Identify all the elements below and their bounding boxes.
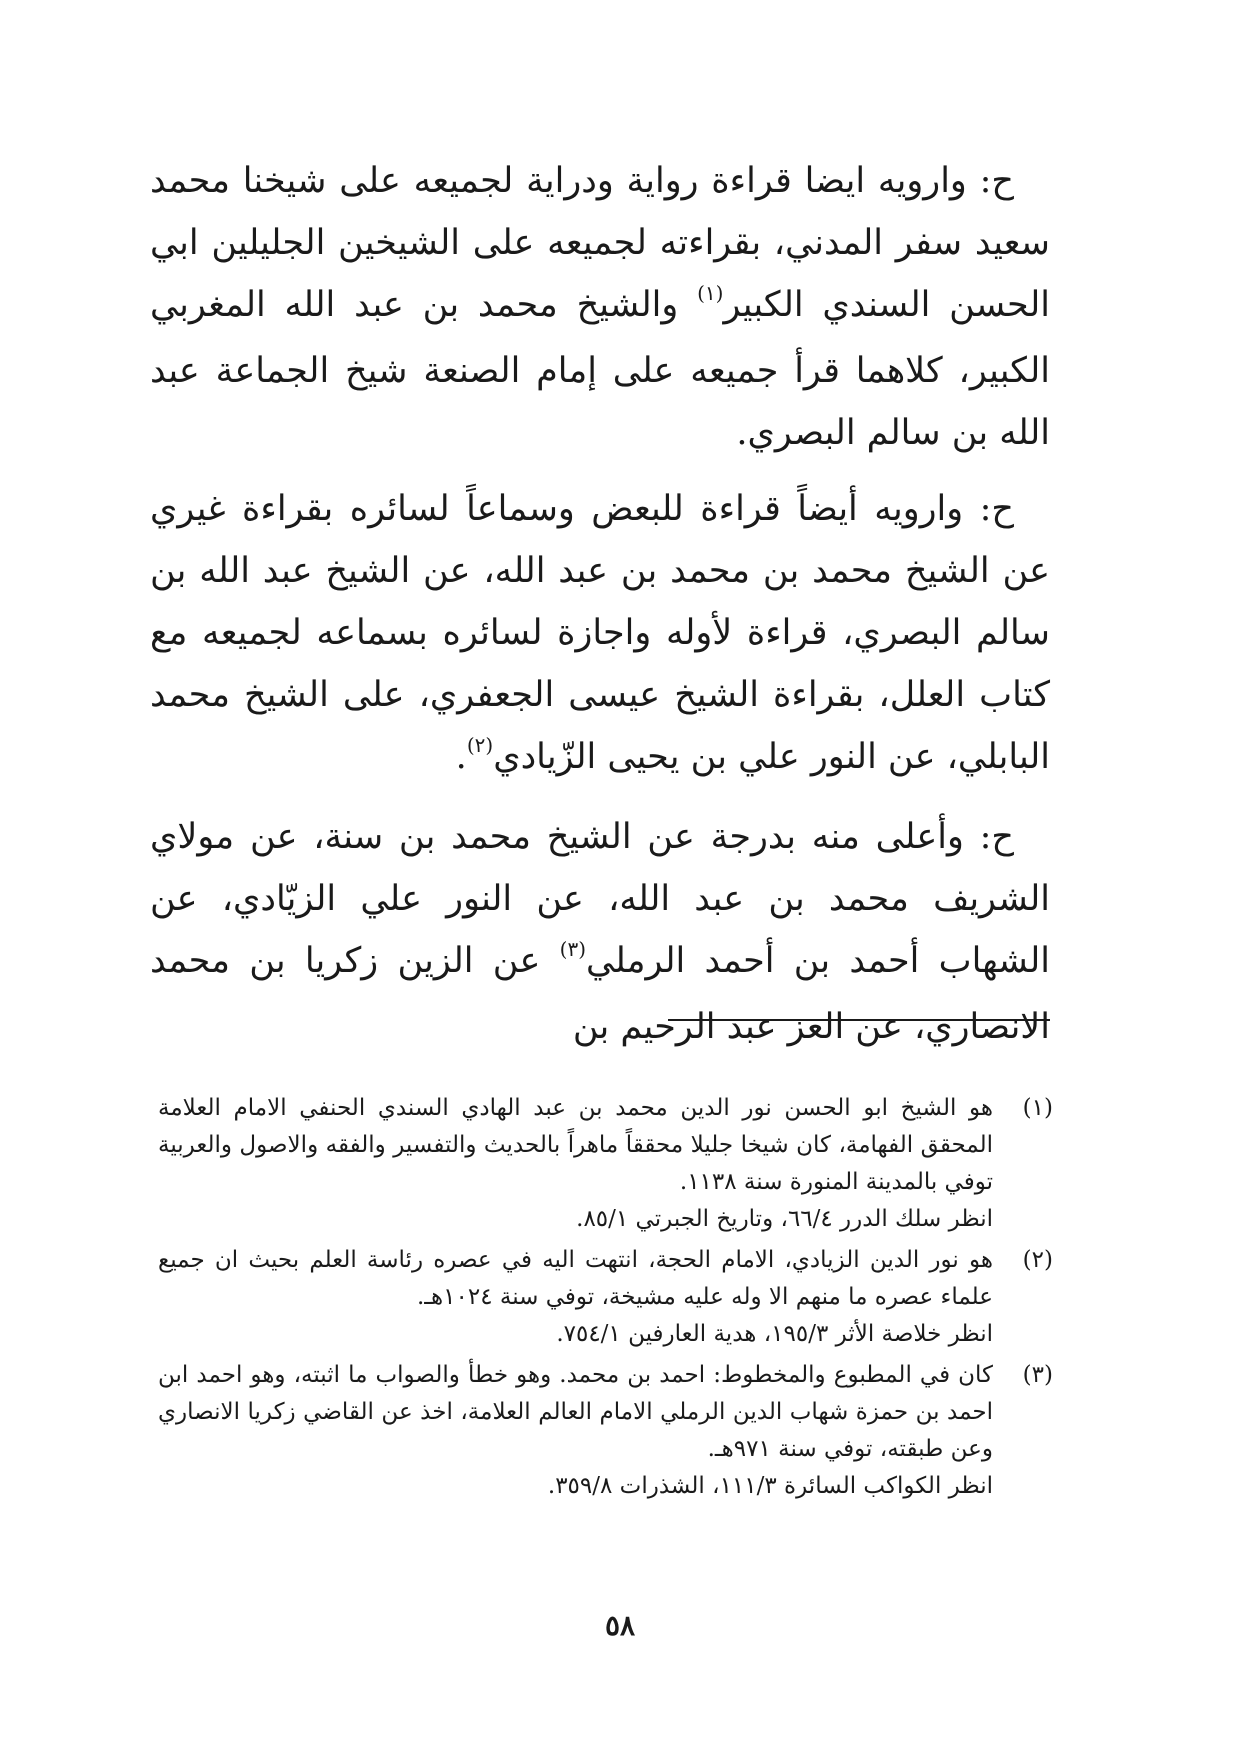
footnote-text: هو الشيخ ابو الحسن نور الدين محمد بن عبد الهادي السندي الحنفي الامام العلامة المحقق الفهامة، كان شيخا جليلا محققاً ماهراً بالحديث والتفسير والفقه والاصول والعربية توفي بالمدينة المنورة سنة ١١٣٨. (158, 1095, 993, 1195)
main-text (150, 150, 1050, 1072)
footnote-number: (٣) (1022, 1362, 1053, 1388)
paragraph-2 (150, 478, 1050, 792)
footnote-number: (٢) (1022, 1247, 1053, 1273)
footnote-1 (158, 1090, 1053, 1238)
paragraph-2-text: ح: وارويه أيضاً قراءة للبعض وسماعاً لسائره بقراءة غيري عن الشيخ محمد بن محمد بن عبد الله، عن الشيخ عبد الله بن سالم البصري، قراءة لأوله واجازة لسائره بسماعه لجميعه مع كتاب العلل، بقراءة الشيخ عيسى الجعفري، على الشيخ محمد البابلي، عن النور علي بن يحيى الزّيادي (150, 489, 1050, 777)
paragraph-3-tail: عن الزين زكريا بن محمد الانصاري، عن العز عبد الرحيم بن (150, 941, 1050, 1047)
footnote-text: كان في المطبوع والمخطوط: احمد بن محمد. وهو خطأ والصواب ما اثبته، وهو احمد ابن احمد بن حمزة شهاب الدين الرملي الامام العالم العلامة، اخذ عن القاضي زكريا الانصاري وعن طبقته، توفي سنة ٩٧١هـ. (158, 1362, 993, 1462)
paragraph-1 (150, 150, 1050, 464)
footnote-body (158, 1357, 993, 1505)
paragraph-1-tail: والشيخ محمد بن عبد الله المغربي الكبير، كلاهما قرأ جميعه على إمام الصنعة شيخ الجماعة عبد الله بن سالم البصري. (150, 285, 1050, 453)
footnote-body (158, 1242, 993, 1353)
footnote-reference: انظر سلك الدرر ٦٦/٤، وتاريخ الجبرتي ٨٥/١. (576, 1206, 993, 1232)
footnote-ref-2: (٢) (466, 733, 494, 757)
footnote-separator (668, 1019, 1050, 1021)
paragraph-2-tail: . (455, 737, 467, 777)
footnote-reference: انظر خلاصة الأثر ١٩٥/٣، هدية العارفين ٧٥٤/١. (556, 1321, 993, 1347)
footnote-number: (١) (1022, 1095, 1053, 1121)
footnote-ref-3: (٣) (559, 937, 586, 961)
paragraph-1-text: ح: وارويه ايضا قراءة رواية ودراية لجميعه على شيخنا محمد سعيد سفر المدني، بقراءته لجميعه على الشيخين الجليلين ابي الحسن السندي الكبير (150, 161, 1050, 325)
footnote-2 (158, 1242, 1053, 1353)
footnote-3 (158, 1357, 1053, 1505)
page-number: ٥٨ (604, 1609, 636, 1642)
footnote-ref-1: (١) (697, 281, 724, 305)
footnote-reference: انظر الكواكب السائرة ١١١/٣، الشذرات ٣٥٩/٨. (547, 1473, 993, 1499)
footnote-body (158, 1090, 993, 1238)
footnotes (158, 1090, 1053, 1509)
paragraph-3-text: ح: وأعلى منه بدرجة عن الشيخ محمد بن سنة، عن مولاي الشريف محمد بن عبد الله، عن النور علي الزيّادي، عن الشهاب أحمد بن أحمد الرملي (150, 817, 1050, 981)
footnote-text: هو نور الدين الزيادي، الامام الحجة، انتهت اليه في عصره رئاسة العلم بحيث ان جميع علماء عصره ما منهم الا وله عليه مشيخة، توفي سنة ١٠٢٤هـ. (158, 1247, 993, 1310)
